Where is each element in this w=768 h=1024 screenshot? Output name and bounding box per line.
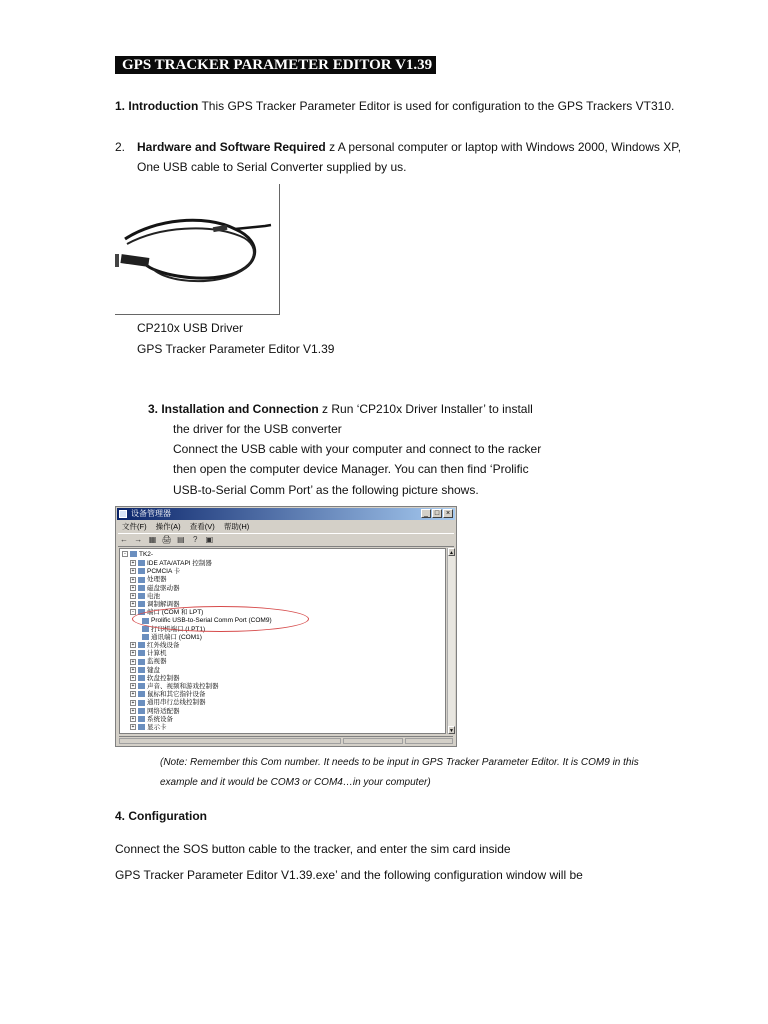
tree-item-label: 处理器 — [147, 576, 167, 584]
tree-category-item — [130, 560, 212, 568]
device-manager-menubar — [118, 521, 454, 532]
section1-number: 1. — [115, 99, 126, 113]
section4-para2: GPS Tracker Parameter Editor V1.39.exe’ and the following configuration window will be — [115, 868, 583, 882]
device-icon — [142, 634, 149, 640]
device-manager-toolbar — [118, 533, 454, 547]
properties-icon: ▦ — [148, 535, 157, 544]
device-icon — [138, 650, 145, 656]
menu-file: 文件(F) — [122, 522, 147, 531]
section3-line1: Run ‘CP210x Driver Installer’ to install — [331, 402, 533, 416]
forward-icon: → — [134, 535, 143, 544]
section2-heading: Hardware and Software Required — [137, 140, 326, 154]
device-icon — [138, 667, 145, 673]
tree-item-label: 显示卡 — [147, 724, 167, 731]
tree-category-item — [130, 708, 180, 716]
tree-category-item — [130, 675, 180, 683]
device-icon — [138, 642, 145, 648]
minimize-icon: _ — [421, 509, 431, 518]
back-icon: ← — [120, 535, 128, 544]
status-pane-2 — [343, 738, 403, 744]
software-item-driver: CP210x USB Driver — [137, 321, 244, 335]
device-manager-app-icon — [119, 510, 127, 518]
tree-category-item — [130, 691, 206, 699]
tree-category-item — [130, 585, 180, 593]
section2-bullet: z — [329, 140, 336, 154]
section3-line2: the driver for the USB converter — [173, 422, 342, 436]
device-icon — [138, 560, 145, 566]
device-icon — [138, 601, 145, 607]
tree-item-label: 鼠标和其它指针设备 — [147, 691, 206, 699]
close-icon: × — [443, 509, 453, 518]
expand-icon: + — [131, 560, 135, 567]
expand-icon: + — [131, 584, 135, 591]
device-icon — [138, 593, 145, 599]
expand-icon: + — [131, 658, 135, 665]
tree-child-item — [142, 634, 202, 642]
section2-line2: One USB cable to Serial Converter supplied by us. — [137, 160, 407, 174]
tree-root-label: TK2- — [139, 551, 154, 558]
expand-icon: + — [131, 642, 135, 649]
computer-icon — [130, 551, 137, 557]
tree-item-label: 计算机 — [147, 650, 167, 658]
tree-category-item — [130, 576, 167, 584]
tree-item-label: 键盘 — [147, 666, 160, 674]
section4-para1: Connect the SOS button cable to the tracker, and enter the sim card inside — [115, 842, 511, 856]
list-icon: ▤ — [177, 535, 185, 544]
device-icon — [138, 585, 145, 591]
help-icon: ? — [192, 535, 198, 544]
expand-icon: + — [131, 691, 135, 698]
note-line2: example and it would be COM3 or COM4…in your computer) — [160, 777, 431, 788]
tree-item-label: IDE ATA/ATAPI 控制器 — [147, 560, 212, 567]
expand-icon: + — [131, 576, 135, 583]
tree-category-item — [130, 568, 180, 576]
tree-item-label: 监视器 — [147, 658, 167, 666]
tree-item-label: 通讯端口 (COM1) — [151, 633, 202, 641]
device-icon — [138, 568, 145, 574]
tree-item-label: 调制解调器 — [147, 601, 180, 608]
device-manager-titlebar — [117, 508, 455, 520]
expand-icon: + — [131, 601, 135, 608]
expand-icon: + — [131, 683, 135, 690]
section3-line3: Connect the USB cable with your computer and connect to the racker — [173, 442, 542, 456]
scroll-up-icon: ▲ — [449, 550, 454, 556]
tree-item-label: 打印机端口 (LPT1) — [151, 625, 206, 633]
collapse-icon: - — [122, 551, 128, 557]
device-manager-title: 设备管理器 — [131, 509, 171, 518]
device-icon — [138, 675, 145, 681]
expand-icon: + — [131, 724, 135, 731]
expand-icon: + — [131, 707, 135, 714]
document-title: GPS TRACKER PARAMETER EDITOR V1.39 — [115, 56, 436, 74]
menu-action: 操作(A) — [155, 522, 181, 531]
tree-category-item — [130, 658, 167, 666]
tree-item-label: 软盘控制器 — [147, 674, 180, 682]
tree-item-label: Prolific USB-to-Serial Comm Port (COM9) — [151, 617, 272, 625]
expand-icon: + — [131, 716, 135, 723]
expand-icon: + — [131, 568, 135, 575]
tree-item-label: 网络适配器 — [147, 707, 180, 715]
expand-icon: + — [131, 650, 135, 657]
section3-heading: 3. Installation and Connection — [148, 402, 319, 416]
section2-number: 2. — [115, 140, 126, 154]
section4-heading-text: 4. Configuration — [115, 809, 207, 823]
usb-serial-cable-photo — [115, 184, 280, 315]
device-icon — [138, 691, 145, 697]
expand-icon: + — [131, 666, 135, 673]
section2-line1: A personal computer or laptop with Windows 2000, Windows XP, — [337, 140, 682, 154]
tree-category-item — [130, 593, 160, 601]
section3-bullet: z — [322, 402, 329, 416]
section3-line4: then open the computer device Manager. You can then find ‘Prolific — [173, 462, 529, 476]
tree-category-item — [130, 642, 180, 650]
status-pane-3 — [405, 738, 453, 744]
note-line1: (Note: Remember this Com number. It needs to be input in GPS Tracker Parameter Editor. It is COM9 in this — [160, 757, 639, 768]
tree-category-item — [130, 683, 219, 691]
device-tree — [119, 548, 446, 734]
menu-view: 查看(V) — [189, 522, 215, 531]
collapse-icon: - — [130, 609, 136, 615]
tree-category-item — [130, 716, 173, 724]
device-icon — [138, 683, 145, 689]
section1-heading: Introduction — [128, 99, 199, 113]
device-icon — [138, 577, 145, 583]
device-manager-screenshot — [115, 506, 457, 747]
tree-item-label: 声音、视频和游戏控制器 — [147, 683, 219, 690]
status-pane-main — [119, 738, 341, 744]
device-tree-scrollbar — [447, 548, 455, 734]
maximize-icon: □ — [432, 509, 442, 518]
device-icon — [138, 659, 145, 665]
tree-item-label: 系统设备 — [147, 715, 173, 723]
tree-category-item — [130, 650, 167, 658]
section1-text: This GPS Tracker Parameter Editor is used for configuration to the GPS Trackers VT310. — [201, 99, 675, 113]
section3-line5: USB-to-Serial Comm Port’ as the following picture shows. — [173, 483, 479, 497]
device-manager-statusbar — [119, 736, 453, 745]
software-item-editor: GPS Tracker Parameter Editor V1.39 — [137, 342, 335, 356]
device-icon — [142, 626, 149, 632]
tree-item-label: 端口 (COM 和 LPT) — [147, 609, 204, 617]
tree-item-label: 红外线设备 — [147, 642, 180, 649]
expand-icon: + — [131, 699, 135, 706]
scroll-down-icon: ▼ — [449, 728, 454, 734]
tree-item-label: 电池 — [147, 592, 160, 600]
com-port-highlight-ellipse — [132, 606, 309, 632]
print-icon: 🖨 — [161, 535, 172, 544]
section4-heading — [115, 809, 207, 823]
expand-icon: + — [131, 593, 135, 600]
device-icon — [138, 708, 145, 714]
tree-category-item — [130, 667, 160, 675]
scan-icon: ▣ — [205, 535, 214, 544]
tree-item-label: PCMCIA 卡 — [147, 568, 181, 576]
section-installation — [148, 402, 533, 416]
device-icon — [138, 716, 145, 722]
device-icon — [138, 700, 145, 706]
tree-root — [122, 551, 153, 559]
device-icon — [138, 724, 145, 730]
tree-category-item — [130, 724, 167, 732]
section-introduction — [115, 99, 674, 113]
expand-icon: + — [131, 675, 135, 682]
tree-category-item — [130, 699, 206, 707]
menu-help: 帮助(H) — [223, 522, 250, 531]
tree-item-label: 通用串行总线控制器 — [147, 699, 206, 707]
section-hardware — [137, 140, 681, 154]
tree-item-label: 磁盘驱动器 — [147, 584, 180, 592]
